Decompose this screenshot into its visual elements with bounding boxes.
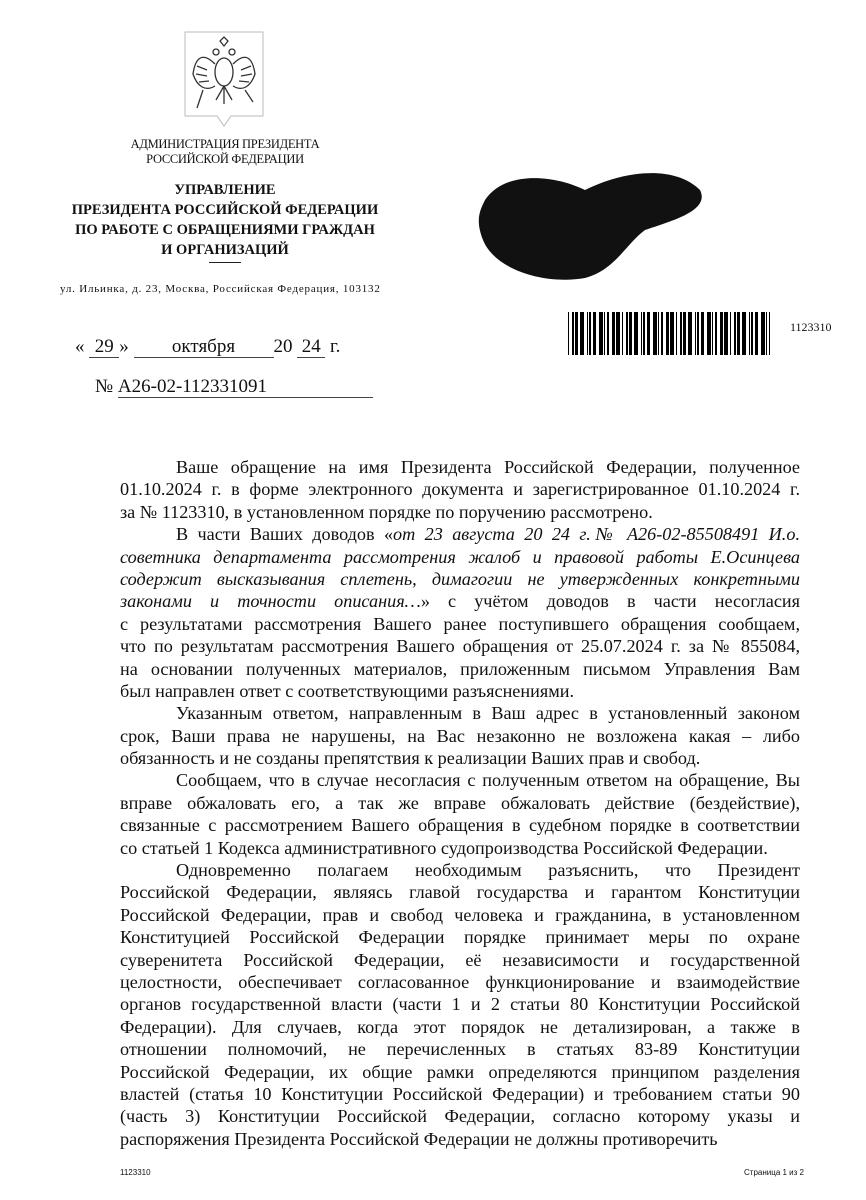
barcode-bar [580,312,584,355]
number-value: А26-02-112331091 [118,377,373,398]
text-line [120,971,800,993]
barcode-bar [742,312,746,355]
text-line [120,1038,800,1060]
quoted-text: советника департамента рассмотрения жалоб и правовой работы Е.Осинцева [120,546,800,567]
text-segment: » с учётом доводов в части несогласия [420,591,801,612]
text-segment: Одновременно полагаем необходимым разъяснить, что Президент [176,860,800,881]
barcode-bar [589,312,591,355]
redaction-scribble [475,160,710,285]
barcode-bar [761,312,765,355]
dept-line: УПРАВЛЕНИЕ [174,182,276,198]
barcode-bar [680,312,682,355]
text-line [120,904,800,926]
barcode-bar [658,312,659,355]
text-line [120,837,800,859]
text-segment: вправе обжаловать его, а так же вправе обжаловать действие (бездействие), [120,792,800,813]
admin-line: АДМИНИСТРАЦИЯ ПРЕЗИДЕНТА [130,137,320,151]
text-segment: распоряжения Президента Российской Федерации не должны противоречить [120,1128,718,1149]
number-sign: № [95,376,114,397]
quote-close: » [119,336,129,357]
date-month: октября [134,337,274,358]
date-suffix: г. [330,336,341,357]
barcode-bar [572,312,574,355]
address: ул. Ильинка, д. 23, Москва, Российская Федерация, 103132 [60,283,381,295]
barcode-bar [755,312,758,355]
paragraph [120,523,800,702]
barcode-bar [701,312,704,355]
text-segment: Сообщаем, что в случае несогласия с полученным ответом на обращение, Вы [176,770,800,791]
date-century: 20 [273,336,293,357]
quoted-text: содержит высказывания сплетень, димагогии не утвержденных конкретными [120,568,800,589]
letter-body [120,456,800,1150]
text-segment: В части Ваших доводов « [176,524,394,545]
text-line [120,859,800,881]
barcode-bar [653,312,657,355]
barcode-number: 1123310 [790,320,832,334]
barcode-bar [737,312,740,355]
text-segment: на основании полученных материалов, приложенным письмом Управления Вам [120,658,800,679]
text-segment: суверенитета Российской Федерации, её независимости и государственной [120,949,800,970]
text-segment: срок, Ваши права не нарушены, на Вас незаконно не возложена какая – либо [120,725,800,746]
text-line [120,658,800,680]
dept-line: И ОРГАНИЗАЦИЙ [161,242,289,258]
quote-open: « [75,336,85,357]
text-line [120,702,800,724]
text-segment: Российской Федерации, прав и свобод человека и гражданина, в установленном [120,904,800,925]
text-segment: 01.10.2024 г. в форме электронного документа и зарегистрированное 01.10.2024 г. [120,479,800,500]
text-line [120,501,800,523]
text-line [120,568,800,590]
text-line [120,792,800,814]
barcode-bar [593,312,596,355]
barcode-bar [707,312,711,355]
barcode-bar [629,312,632,355]
text-segment: органов государственной власти (части 1 и 2 статьи 80 Конституции Российской [120,994,800,1015]
barcode-bar [697,312,699,355]
text-line [120,926,800,948]
divider [209,262,241,263]
text-line [120,613,800,635]
barcode-bar [666,312,669,355]
quoted-text: от 23 августа 20 24 г.№ А26-02-85508491 И.о. [393,524,800,545]
text-segment: Ваше обращение на имя Президента Российской Федерации, полученное [176,457,800,477]
text-line [120,747,800,769]
barcode-bar [612,312,615,355]
administration-title [100,137,350,167]
text-segment: отношении полномочий, не перечисленных в статьях 83-89 Конституции [120,1039,800,1060]
barcode-bar [643,312,645,355]
dept-line: ПРЕЗИДЕНТА РОССИЙСКОЙ ФЕДЕРАЦИИ [71,202,379,218]
text-line [120,1083,800,1105]
text-line [120,1016,800,1038]
barcode-bar [622,312,623,355]
barcode-bar [604,312,605,355]
barcode-bar [683,312,686,355]
text-line [120,1128,800,1150]
text-segment: был направлен ответ с соответствующими разъяснениями. [120,680,575,701]
date-year: 24 [297,337,325,358]
department-title [40,180,410,260]
barcode-bar [769,312,770,355]
footer-page-number: Страница 1 из 2 [744,1168,804,1177]
barcode-bar [661,312,663,355]
text-segment: Российской Федерации, являясь главой государства и гарантом Конституции [120,882,800,903]
paragraph [120,702,800,769]
text-line [120,478,800,500]
barcode-bar [607,312,609,355]
text-line [120,1105,800,1127]
text-segment: Указанным ответом, направленным в Ваш адрес в установленный законом [176,703,800,724]
text-segment: целостности, обеспечивает согласованное функционирование и взаимодействие [120,971,800,992]
text-segment: Российской Федерации, их общие рамки определяются принципом разделения [120,1061,800,1082]
barcode-bar [647,312,650,355]
dept-line: ПО РАБОТЕ С ОБРАЩЕНИЯМИ ГРАЖДАН [75,222,375,238]
text-segment: что по результатам рассмотрения Вашего обращения от 25.07.2024 г. за № 855084, [120,636,800,657]
text-line [120,769,800,791]
document-number [95,376,373,398]
text-segment: обязанность и не созданы препятствия к реализации Ваших прав и свобод. [120,748,701,769]
text-line [120,546,800,568]
barcode [568,312,770,355]
barcode-bar [568,312,569,355]
barcode-bar [715,312,717,355]
text-line [120,949,800,971]
text-line [120,635,800,657]
text-line [120,993,800,1015]
barcode-bar [712,312,713,355]
paragraph [120,769,800,859]
text-segment: Конституцией Российской Федерации порядке принимает меры по охране [120,927,800,948]
text-line [120,680,800,702]
date-line [75,336,340,358]
text-line [120,456,800,478]
text-segment: за № 1123310, в установленном порядке по поручению рассмотрено. [120,501,653,522]
paragraph [120,859,800,1150]
barcode-bar [766,312,767,355]
barcode-bar [734,312,736,355]
text-segment: связанные с рассмотрением Вашего обращения в судебном порядке в соответствии [120,815,800,836]
barcode-bar [720,312,723,355]
barcode-bar [695,312,696,355]
barcode-bar [587,312,588,355]
quoted-text: законами и точности описания… [120,591,421,612]
text-line [120,590,800,612]
barcode-bar [749,312,750,355]
admin-line: РОССИЙСКОЙ ФЕДЕРАЦИИ [146,152,304,166]
barcode-bar [751,312,753,355]
barcode-bar [641,312,642,355]
barcode-bar [599,312,603,355]
footer-registration-number: 1123310 [120,1168,151,1177]
barcode-bar [670,312,674,355]
coat-of-arms-emblem [183,30,265,128]
text-segment: со статьей 1 Кодекса административного судопроизводства Российской Федерации. [120,837,768,858]
paragraph [120,456,800,523]
text-line [120,1061,800,1083]
barcode-bar [616,312,620,355]
text-line [120,725,800,747]
barcode-bar [575,312,578,355]
text-segment: Федерации). Для случаев, когда этот порядок не детализирован, а также в [120,1016,800,1037]
text-line [120,523,800,545]
text-line [120,814,800,836]
barcode-bar [724,312,728,355]
barcode-bar [634,312,638,355]
text-segment: (часть 3) Конституции Российской Федерации, согласно которому указы и [120,1106,800,1127]
text-segment: с результатами рассмотрения Вашего ранее поступившего обращения сообщаем, [120,613,800,634]
barcode-bar [676,312,677,355]
text-line [120,881,800,903]
barcode-bar [626,312,628,355]
barcode-bar [688,312,692,355]
text-segment: властей (статья 10 Конституции Российской Федерации) и требованием статьи 90 [120,1083,800,1104]
barcode-bar [730,312,731,355]
date-day: 29 [89,337,119,358]
